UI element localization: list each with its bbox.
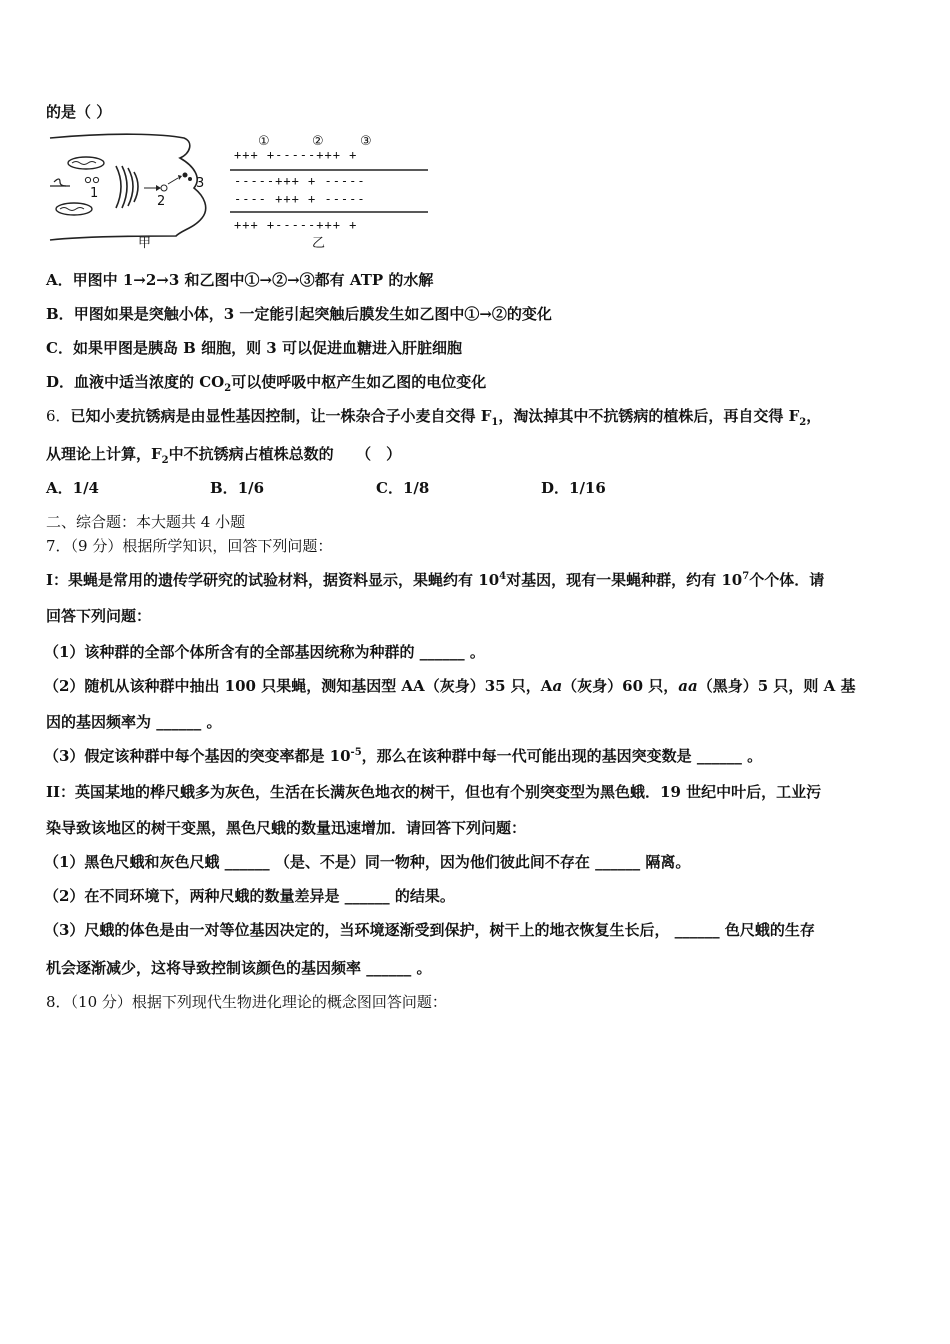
q6-option-c: C．1/8	[376, 479, 430, 497]
q7-i1: （1）该种群的全部个体所含有的全部基因统称为种群的 ______ 。	[44, 643, 485, 661]
q7-ii1: （1）黑色尺蛾和灰色尺蛾 ______ （是、不是）同一物种，因为他们彼此间不存在 ______ 隔离。	[44, 853, 691, 871]
q7-ii3-line2: 机会逐渐减少，这将导致控制该颜色的基因频率 ______ 。	[46, 959, 432, 977]
q5-stem-tail: 的是（ ）	[46, 103, 112, 121]
cell-label-3: 3	[196, 176, 205, 191]
q7-header: 7．（9 分）根据所学知识，回答下列问题：	[46, 537, 333, 555]
q7-ii3-line1: （3）尺蛾的体色是由一对等位基因决定的，当环境逐渐受到保护，树干上的地衣恢复生长后， ______ 色尺蛾的生存	[44, 921, 815, 939]
q5-figure	[44, 132, 424, 252]
q5-option-c: C．如果甲图是胰岛 B 细胞，则 3 可以促进血糖进入肝脏细胞	[46, 339, 462, 357]
membrane-marker-2: ②	[312, 134, 324, 149]
cell-label-2: 2	[157, 194, 166, 209]
q7-i2-line2: 因的基因频率为 ______ 。	[46, 713, 222, 731]
q6-option-d: D．1/16	[541, 479, 606, 497]
membrane-marker-3: ③	[360, 134, 372, 149]
q8-header: 8．（10 分）根据下列现代生物进化理论的概念图回答问题：	[46, 993, 447, 1011]
q7-ii2: （2）在不同环境下，两种尺蛾的数量差异是 ______ 的结果。	[44, 887, 455, 905]
q7-part2-line1: II：英国某地的桦尺蛾多为灰色，生活在长满灰色地衣的树干，但也有个别突变型为黑色蛾．19 世纪中叶后，工业污	[46, 783, 822, 801]
section2-title: 二、综合题：本大题共 4 小题	[46, 513, 246, 531]
q5-option-d: D．血液中适当浓度的 $CO_2$可以使呼吸中枢产生如乙图的电位变化	[46, 373, 487, 394]
membrane-row-4: +++ +-----+++ +	[234, 218, 358, 232]
q6-stem-line1: 6．已知小麦抗锈病是由显性基因控制，让一株杂合子小麦自交得 $F_1$，淘汰掉其中不抗锈病的植株后，再自交得 $F_2$，	[46, 407, 822, 428]
cell-diagram-jia	[44, 132, 224, 252]
q5-option-b: B．甲图如果是突触小体，3 一定能引起突触后膜发生如乙图中①→②的变化	[46, 305, 552, 323]
membrane-marker-1: ①	[258, 134, 270, 149]
q7-i2-line1: （2）随机从该种群中抽出 100 只果蝇，测知基因型 AA（灰身）35 只，Aa（灰身）60 只，aa（黑身）5 只，则 A 基	[44, 677, 856, 695]
q7-part1-line1: I：果蝇是常用的遗传学研究的试验材料，据资料显示，果蝇约有 $10^4$对基因，现有一果蝇种群，约有 $10^7$个个体．请	[46, 571, 825, 589]
membrane-row-3: ---- +++ + -----	[234, 192, 366, 206]
q6-stem-line2: 从理论上计算，$F_2$中不抗锈病占植株总数的 （ ）	[46, 445, 402, 466]
q6-option-a: A．1/4	[46, 479, 99, 497]
cell-label-1: 1	[90, 186, 99, 201]
figure-label-jia: 甲	[138, 236, 152, 251]
q5-option-a: A．甲图中 1→2→3 和乙图中①→②→③都有 ATP 的水解	[46, 271, 434, 289]
membrane-row-1: +++ +-----+++ +	[234, 148, 358, 162]
membrane-row-2: -----+++ + -----	[234, 174, 366, 188]
figure-label-yi: 乙	[312, 236, 326, 251]
q7-part2-line2: 染导致该地区的树干变黑，黑色尺蛾的数量迅速增加．请回答下列问题：	[46, 819, 527, 837]
q7-i3: （3）假定该种群中每个基因的突变率都是 $10^{-5}$，那么在该种群中每一代可能出现的基因突变数是 ______ 。	[44, 747, 763, 765]
q7-part1-line2: 回答下列问题：	[46, 607, 152, 625]
q6-option-b: B．1/6	[210, 479, 265, 497]
